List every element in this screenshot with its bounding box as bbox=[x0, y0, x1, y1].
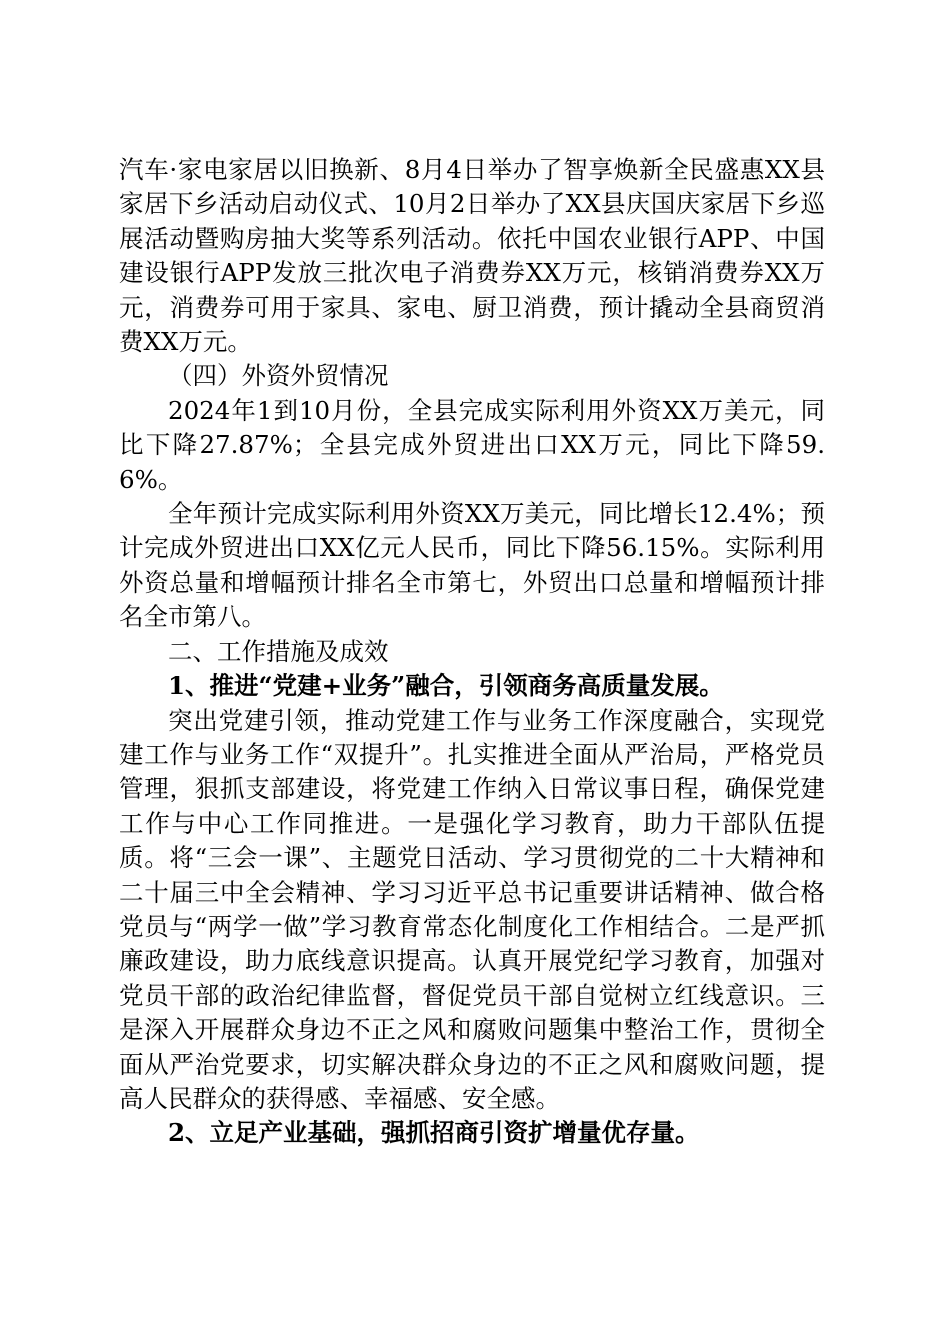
section-heading-measures: 二、工作措施及成效 bbox=[168, 636, 389, 666]
paragraph-foreign-trade-stats: 2024年1到10月份，全县完成实际利用外资XX万美元，同比下降27.87%；全县完成外贸进出口XX万元，同比下降59.6%。 bbox=[119, 395, 825, 494]
subheading-foreign-trade: （四）外资外贸情况 bbox=[168, 361, 389, 391]
heading-investment: 2、立足产业基础，强抓招商引资扩增量优存量。 bbox=[168, 1118, 700, 1148]
paragraph-consumption-activities: 汽车·家电家居以旧换新、8月4日举办了智享焕新全民盛惠XX县家居下乡活动启动仪式、10月2日举办了XX县庆国庆家居下乡巡展活动暨购房抽大奖等系列活动。依托中国农业银行APP、中国建设银行APP发放三批次电子消费券XX万元，核销消费券XX万元，消费券可用于家具、家电、厨卫消费，预计撬动全县商贸消费XX万元。 bbox=[119, 155, 825, 357]
paragraph-foreign-trade-forecast: 全年预计完成实际利用外资XX万美元，同比增长12.4%；预计完成外贸进出口XX亿元人民币，同比下降56.15%。实际利用外资总量和增幅预计排名全市第七，外贸出口总量和增幅预计排名全市第八。 bbox=[119, 499, 825, 632]
document-page bbox=[119, 153, 825, 1151]
heading-party-building: 1、推进“党建+业务”融合，引领商务高质量发展。 bbox=[168, 671, 724, 701]
paragraph-party-building: 突出党建引领，推动党建工作与业务工作深度融合，实现党建工作与业务工作“双提升”。扎实推进全面从严治局，严格党员管理，狠抓支部建设，将党建工作纳入日常议事日程，确保党建工作与中心工作同推进。一是强化学习教育，助力干部队伍提质。将“三会一课”、主题党日活动、学习贯彻党的二十大精神和二十届三中全会精神、学习习近平总书记重要讲话精神、做合格党员与“两学一做”学习教育常态化制度化工作相结合。二是严抓廉政建设，助力底线意识提高。认真开展党纪学习教育，加强对党员干部的政治纪律监督，督促党员干部自觉树立红线意识。三是深入开展群众身边不正之风和腐败问题集中整治工作，贯彻全面从严治党要求，切实解决群众身边的不正之风和腐败问题，提高人民群众的获得感、幸福感、安全感。 bbox=[119, 705, 825, 1113]
